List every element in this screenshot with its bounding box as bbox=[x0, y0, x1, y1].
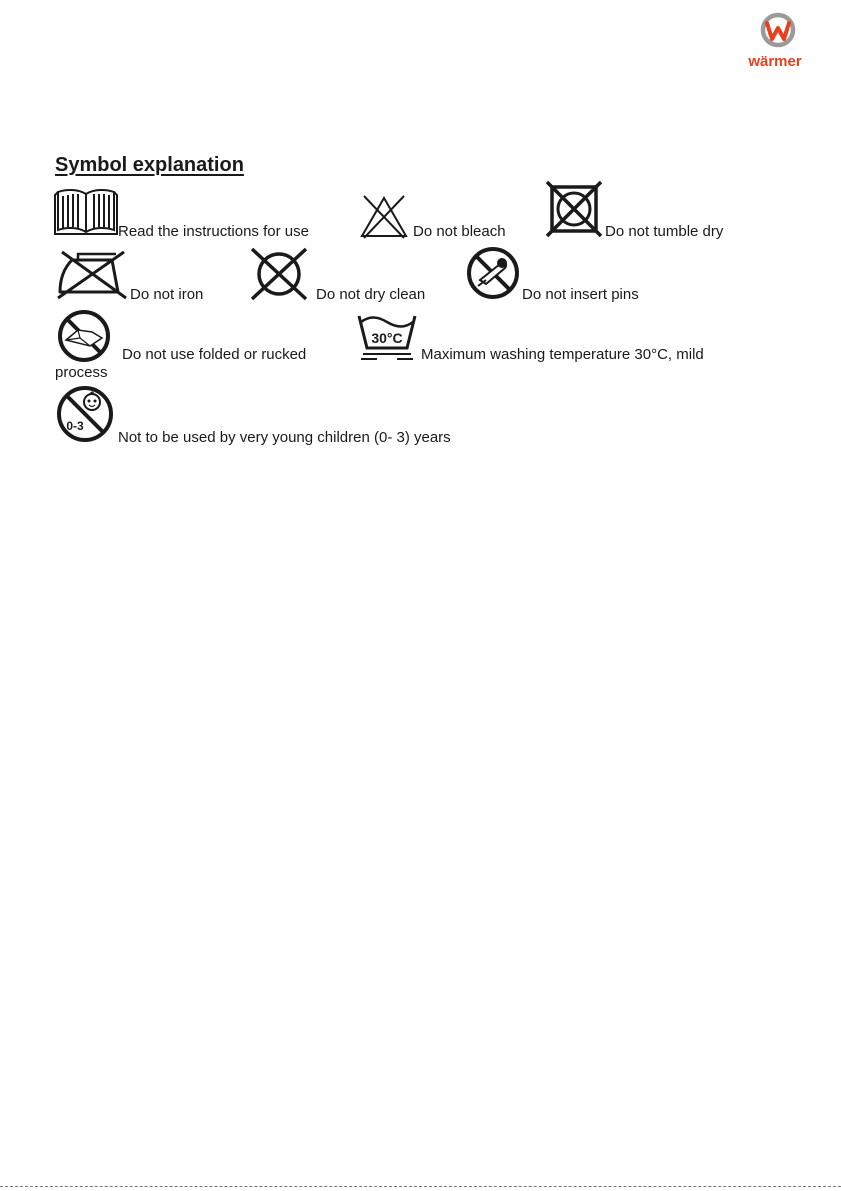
wash-30-label-continued: process bbox=[55, 364, 108, 381]
no-folded-icon bbox=[54, 308, 114, 364]
no-pins-label: Do not insert pins bbox=[522, 286, 639, 303]
crossed-tumble-dryer-icon bbox=[545, 180, 603, 238]
read-instructions-label: Read the instructions for use bbox=[118, 223, 309, 240]
page-bottom-divider bbox=[0, 1186, 841, 1187]
age-range-text: 0-3 bbox=[66, 419, 84, 433]
crossed-triangle-icon bbox=[356, 192, 412, 240]
no-children-icon bbox=[54, 384, 116, 444]
no-iron-label: Do not iron bbox=[130, 286, 204, 303]
wash-tub-30-icon bbox=[357, 312, 417, 362]
logo-mark-icon bbox=[738, 12, 812, 72]
no-pins-icon bbox=[464, 246, 522, 300]
no-children-label: Not to be used by very young children (0- 3) years bbox=[118, 429, 451, 446]
section-heading: Symbol explanation bbox=[55, 154, 244, 176]
wash-30-label: Maximum washing temperature 30°C, mild bbox=[421, 346, 704, 363]
crossed-iron-icon bbox=[54, 248, 130, 300]
no-folded-label: Do not use folded or rucked bbox=[122, 346, 307, 363]
crossed-circle-icon bbox=[246, 246, 312, 302]
no-dry-clean-label: Do not dry clean bbox=[316, 286, 426, 303]
logo-wordmark: wärmer bbox=[748, 53, 802, 70]
no-bleach-label: Do not bleach bbox=[413, 223, 506, 240]
no-tumble-dry-label: Do not tumble dry bbox=[605, 223, 724, 240]
brand-logo bbox=[738, 12, 812, 72]
wash-temp-text: 30°C bbox=[371, 330, 403, 346]
open-book-icon bbox=[54, 186, 118, 236]
